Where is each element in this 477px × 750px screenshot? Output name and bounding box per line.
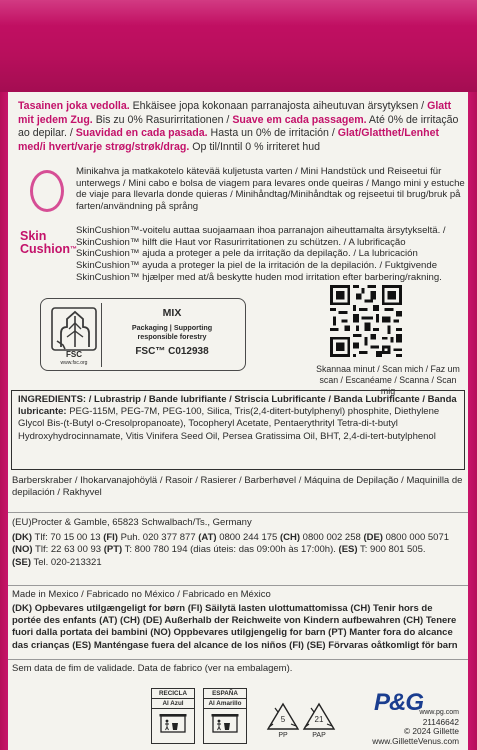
product-name-text: Barberskraber / Ihokarvanajohöylä / Rasoir / Rasierer / Barberhøvel / Máquina de Depilação / Maquinilla de depilación / Rakhyvel — [12, 475, 463, 499]
phone-number: Puh. 020 377 877 — [117, 532, 199, 543]
phone-number: Tel. 020-213321 — [31, 556, 102, 568]
manufacturer-address: (EU)Procter & Gamble, 65823 Schwalbach/Ts., Germany — [12, 517, 252, 528]
top-highlight — [0, 0, 477, 26]
divider-3 — [8, 659, 468, 660]
pg-logo: P&G — [374, 689, 424, 716]
country-code: (DE) — [363, 532, 383, 543]
country-code: (SE) — [12, 556, 31, 568]
headline-de: Glatt mit jedem Zug. — [18, 100, 452, 126]
bin-icon — [210, 709, 240, 735]
country-code: (NO) — [12, 544, 33, 556]
fsc-url: www.fsc.org — [60, 360, 88, 366]
headline-fi-rest: Ehkäisee jopa kokonaan parranajosta aiheutuvan ärsytyksen / — [129, 100, 428, 112]
brand-site: www.GilletteVenus.com — [372, 735, 459, 746]
bin-icon — [158, 709, 188, 735]
phone-number: 0800 002 258 — [300, 532, 364, 543]
headline-es: Suavidad en cada pasada. — [75, 127, 208, 140]
phone-number: T: 900 801 505. — [357, 544, 426, 556]
skincushion-logo-line2: Cushion — [20, 242, 70, 256]
brand-info — [349, 708, 459, 746]
phone-number: Tlf: 70 15 00 13 — [32, 532, 104, 543]
resin-code: PP — [278, 732, 288, 739]
recycle-head: ESPAÑA — [204, 689, 246, 699]
divider-2 — [8, 585, 468, 586]
qr-caption: Skannaa minut / Scan mich / Faz um scan / Escanéame / Scanna / Scan mig — [316, 364, 460, 396]
fsc-divider — [101, 303, 102, 367]
phone-number: 0800 244 175 — [216, 532, 280, 543]
skincushion-text: SkinCushion™-voitelu auttaa suojaamaan ihoa parranajon aiheuttamalta ärsytykseltä. / SkinCushion™ hilft die Haut vor Rasurirritationen zu schützen. / A lubrificação SkinCushion™ ajuda a proteger a pele da irritação da depilação. / La lubricación SkinCushion™ ayuda a proteger la piel de la irritación de la depilación. / Fuktgivende SkinCushion™ hjælper med at/å beskytte huden mod irritation efter barbering/rakning. — [76, 225, 446, 283]
info-panel — [8, 92, 468, 750]
recycle-label-azul — [151, 688, 195, 744]
ingredients-box — [11, 390, 465, 470]
country-code: (DK) — [12, 532, 33, 543]
resin-pap — [302, 702, 336, 744]
headline-scan-rest: Op til/Inntil 0 % irriteret hud — [189, 140, 321, 153]
ingredients-list: PEG-115M, PEG-7M, PEG-100, Silica, Tris(2,4-ditert-butylphenyl) phosphite, Diethylene Glycol Bis-(t-Butyl o-Cresolpropanoate), Tocopheryl Acetate, Pentaerythrityl Tetra-di-t-butyl Hydroxyhydrocinnamate, Vitis Vinifera Seed Oil, Persea Gratissima Oil, BHT, 2,4-di-tert-butylphenol — [18, 406, 440, 442]
headline-pt: Suave em cada passagem. — [232, 113, 367, 126]
pg-url: www.pg.com — [419, 709, 459, 716]
resin-pp — [266, 702, 300, 744]
child-warning: (DK) Opbevares utilgængeligt for børn (FI) Säilytä lasten ulottumattomissa (CH) Tenir hors de portée des enfants (AT) (CH) (DE) Außerhalb der Reichweite von Kindern aufbewahren (CH) Tenere fuori dalla portata dei bambini (NO) Oppbevares utilgjengelig for barn (PT) Manter fora do alcance das crianças (ES) Manténgase fuera del alcance de los niños (FI) (SE) Förvaras oåtkomligt för barn — [12, 603, 458, 651]
phone-number: T: 800 780 194 (dias úteis: das 09:00h às 17:00h). — [122, 544, 339, 556]
phone-numbers — [12, 532, 464, 569]
country-code: (FI) — [103, 532, 118, 543]
product-code: 21146642 — [422, 716, 459, 727]
skincushion-logo — [20, 229, 77, 256]
skincushion-logo-line2-wrap — [20, 242, 77, 256]
recycle-sub: Al Azul — [152, 699, 194, 709]
resin-number: 21 — [314, 715, 324, 724]
skincushion-logo-line1: Skin — [20, 229, 47, 243]
country-code: (AT) — [198, 532, 217, 543]
headline-de-rest: Bis zu 0% Rasurirritationen / — [92, 113, 233, 126]
qr-code[interactable] — [330, 285, 402, 357]
right-border — [468, 92, 477, 750]
recycle-sub: Al Amarillo — [204, 699, 246, 709]
phone-number: 0800 000 5071 — [382, 532, 450, 543]
left-border — [0, 92, 8, 750]
headline-scan: Glat/Glatthet/Lenhet med/i hvert/varje strøg/strøk/drag. — [18, 127, 439, 153]
fsc-mix: MIX — [162, 307, 182, 319]
phone-line-1 — [12, 532, 464, 544]
phone-number: Tlf: 22 63 00 93 — [32, 544, 104, 556]
fsc-code: FSC™ C012938 — [135, 346, 209, 357]
recycle-head: RECICLA — [152, 689, 194, 699]
mini-handle-text: Minikahva ja matkakotelo kätevää kuljetusta varten / Mini Handstück und Reiseetui für unterwegs / Mini cabo e bolsa de viagem para levares onde queiras / Mango mini y estuche de viaje para llevarla donde quieras / Minihåndtag/Minihåndtak og rejseetui til brug/bruk på farten/användning på språng — [76, 166, 465, 213]
mini-handle-icon — [30, 170, 64, 212]
made-in-text: Made in Mexico / Fabricado no México / Fabricado en México — [12, 589, 271, 600]
divider-1 — [8, 512, 468, 513]
headline-text — [18, 100, 466, 154]
resin-number: 5 — [280, 715, 286, 724]
fsc-packaging: Packaging | Supporting — [131, 323, 213, 332]
phone-line-2 — [12, 544, 464, 556]
country-code: (PT) — [103, 544, 123, 556]
fsc-logo-text: FSC — [66, 350, 82, 359]
ingredients-header: / Lubrastrip / Bande lubrifiante / Striscia Lubrificante / Banda Lubrificante / Banda lubricante: — [18, 394, 457, 418]
headline-es-rest: Hasta un 0% de irritación / — [207, 127, 338, 140]
fsc-responsible: responsible forestry — [137, 332, 207, 341]
expiry-text: Sem data de fim de validade. Data de fabrico (ver na embalagem). — [12, 663, 293, 674]
resin-code: PAP — [312, 732, 326, 739]
skincushion-tm: ™ — [70, 246, 77, 253]
country-code: (ES) — [338, 544, 358, 556]
fsc-label — [40, 298, 246, 371]
fsc-claim — [105, 307, 239, 357]
headline-pt-rest: Até 0% de irritação ao depilar. / — [18, 113, 459, 140]
recycle-label-amarillo — [203, 688, 247, 744]
ingredients-text — [18, 394, 460, 443]
country-code: (CH) — [279, 532, 301, 543]
copyright: © 2024 Gillette — [403, 726, 459, 737]
headline-fi: Tasainen joka vedolla. — [18, 100, 130, 112]
ingredients-title: INGREDIENTS: — [18, 394, 87, 405]
phone-line-3 — [12, 557, 464, 569]
